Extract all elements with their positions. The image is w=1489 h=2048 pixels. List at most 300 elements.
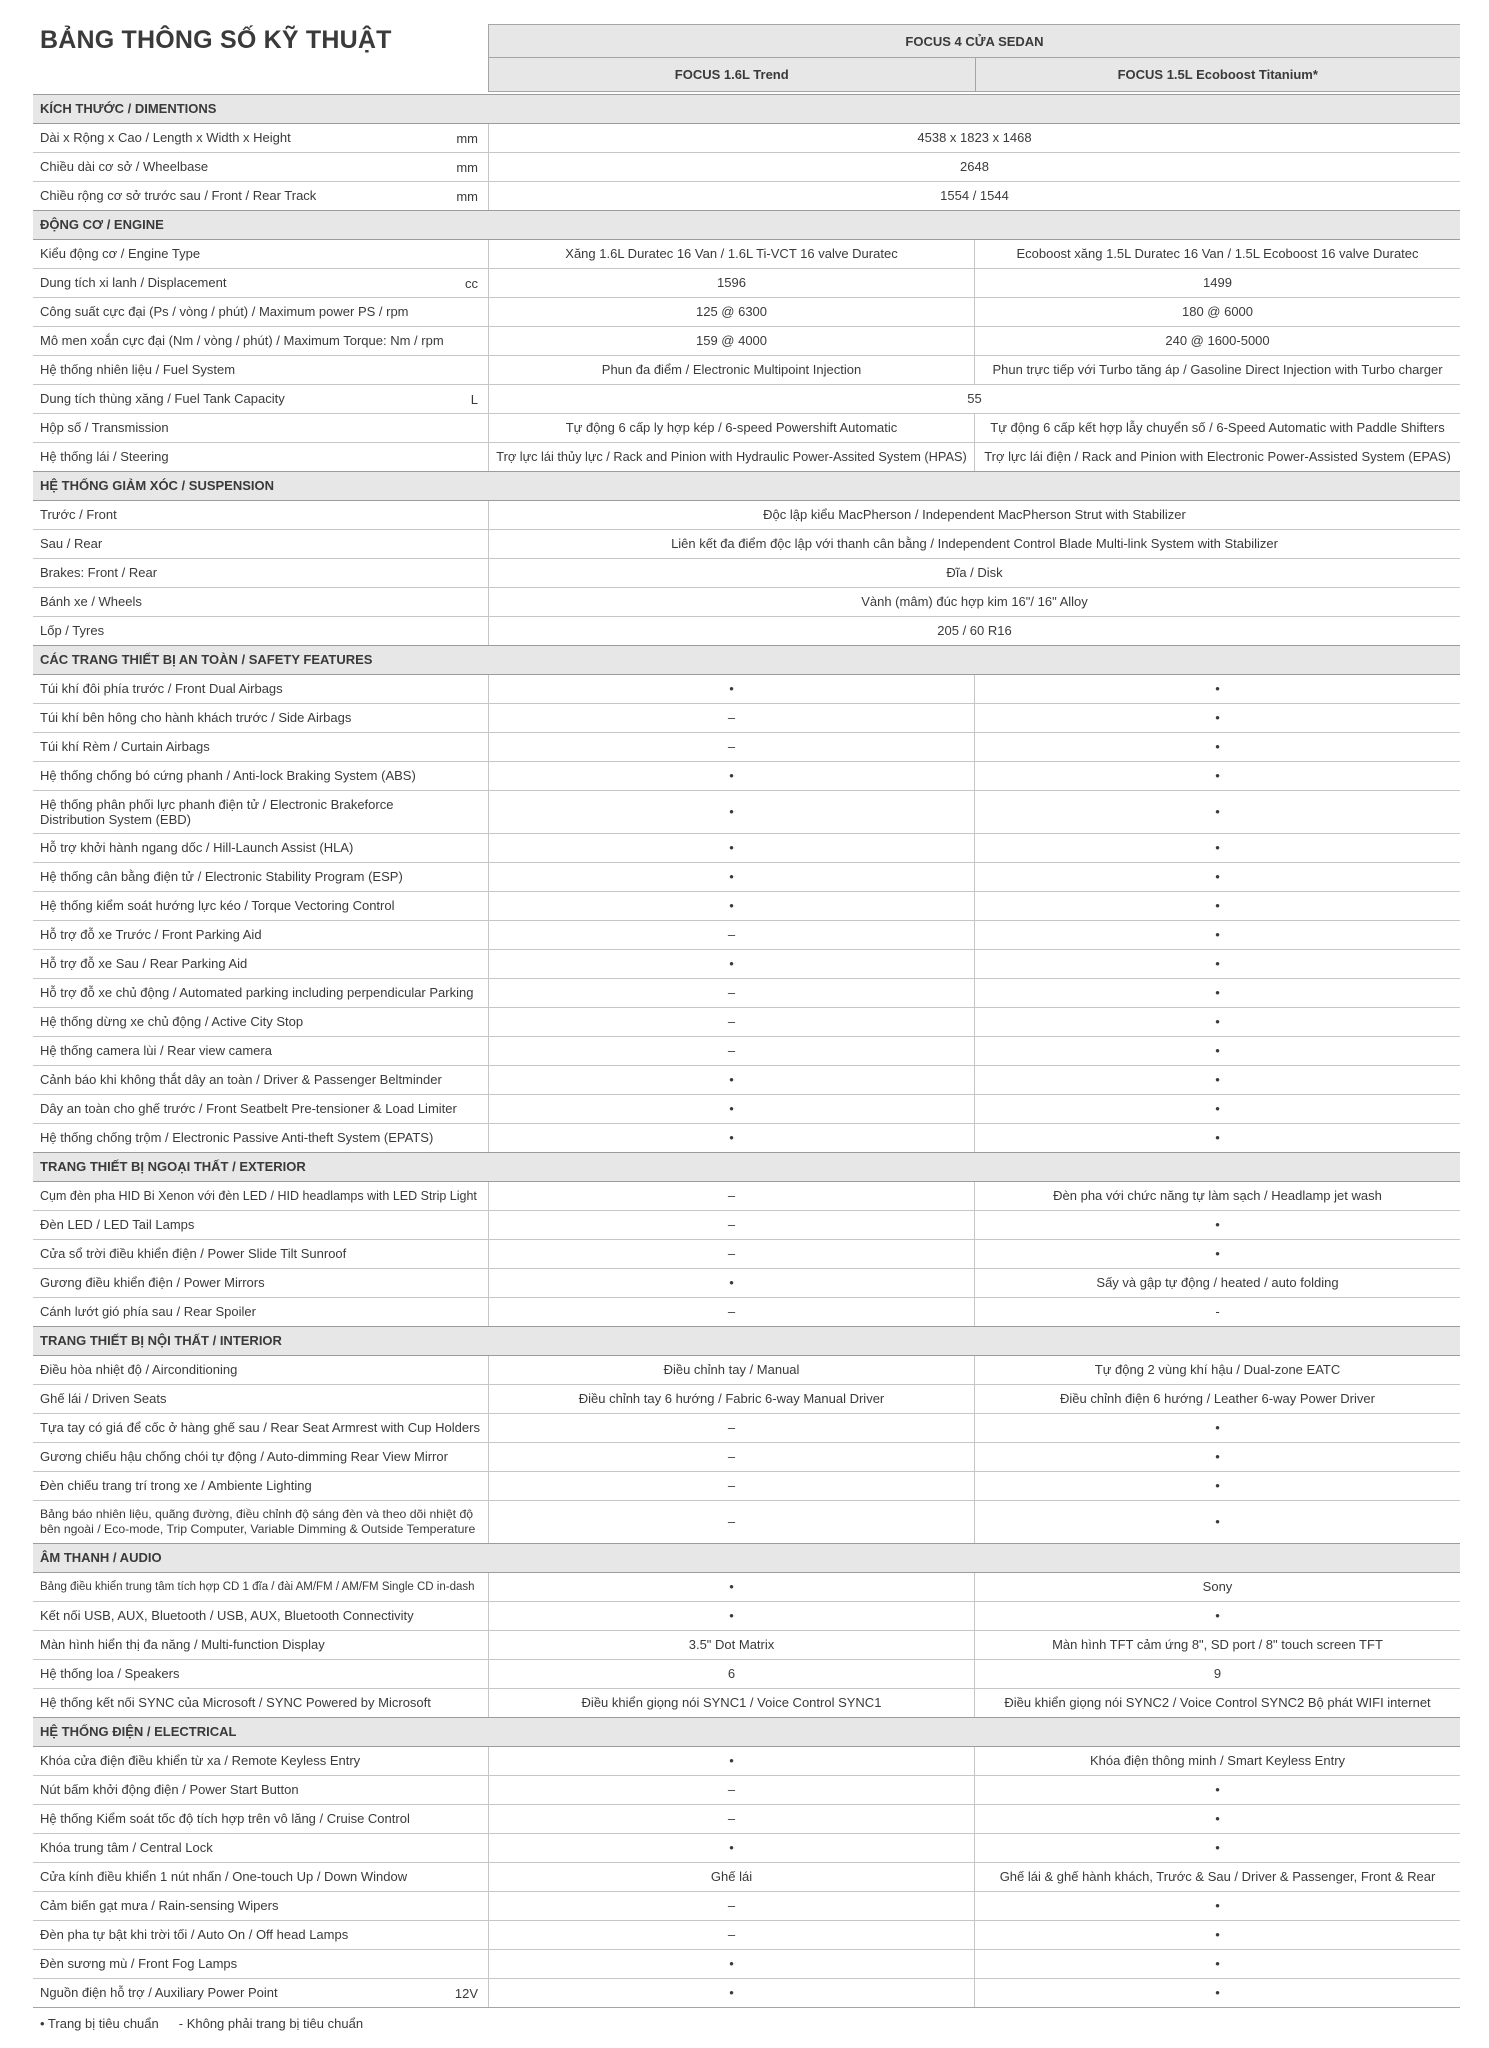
titanium-value-cell [974, 791, 1460, 833]
spec-row [33, 833, 1460, 862]
titanium-value-cell [974, 733, 1460, 761]
trend-value: • [729, 681, 734, 696]
titanium-value: • [1215, 768, 1220, 783]
section-title-cell [33, 1153, 1460, 1181]
spec-label: Trước / Front [40, 507, 117, 522]
spec-label-cell [33, 1008, 488, 1036]
trend-value-cell [488, 1182, 974, 1210]
spec-label-cell [33, 1095, 488, 1123]
trend-value-cell [488, 1689, 974, 1717]
spec-label: Khóa trung tâm / Central Lock [40, 1840, 213, 1855]
spec-label: Brakes: Front / Rear [40, 565, 158, 580]
spec-row [33, 1036, 1460, 1065]
titanium-value: Sấy và gập tự động / heated / auto folding [1096, 1275, 1339, 1290]
titanium-value: • [1215, 1840, 1220, 1855]
titanium-value: • [1215, 869, 1220, 884]
titanium-value-cell [974, 1950, 1460, 1978]
spec-label-cell [33, 153, 488, 181]
spec-label-cell [33, 979, 488, 1007]
spec-unit: cc [465, 275, 478, 291]
titanium-value-cell [974, 1863, 1460, 1891]
spec-unit: 12V [454, 1985, 478, 2001]
trend-value: – [727, 1014, 736, 1029]
trend-value: – [727, 1898, 736, 1913]
trend-value: Điều chỉnh tay / Manual [663, 1362, 800, 1377]
trend-value-cell [488, 1776, 974, 1804]
trend-value-cell [488, 1660, 974, 1688]
titanium-value: Điều chỉnh điện 6 hướng / Leather 6-way Power Driver [1060, 1391, 1375, 1406]
trend-value: • [729, 1072, 734, 1087]
trend-value: • [729, 1840, 734, 1855]
trend-value: Phun đa điểm / Electronic Multipoint Injection [601, 362, 862, 377]
spec-row [33, 1949, 1460, 1978]
trend-value: 125 @ 6300 [695, 304, 768, 319]
trend-value-cell [488, 298, 974, 326]
trend-value-cell [488, 1950, 974, 1978]
spec-row [33, 1384, 1460, 1413]
spec-label-cell [33, 1863, 488, 1891]
section-header [33, 471, 1460, 500]
spec-row [33, 1688, 1460, 1717]
titanium-value-cell [974, 240, 1460, 268]
titanium-value-cell [974, 950, 1460, 978]
trend-value: • [729, 1130, 734, 1145]
spec-label: Công suất cực đại (Ps / vòng / phút) / Maximum power PS / rpm [40, 304, 409, 319]
spec-row [33, 1920, 1460, 1949]
trend-value: Điều khiển giọng nói SYNC1 / Voice Control SYNC1 [581, 1695, 882, 1710]
spec-label: Hệ thống kết nối SYNC của Microsoft / SYNC Powered by Microsoft [40, 1695, 431, 1710]
trend-value: Trợ lực lái thủy lực / Rack and Pinion with Hydraulic Power-Assited System (HPAS) [496, 449, 967, 464]
spec-row [33, 862, 1460, 891]
spec-label: Tựa tay có giá để cốc ở hàng ghế sau / Rear Seat Armrest with Cup Holders [40, 1420, 480, 1435]
section-title: TRANG THIẾT BỊ NỘI THẤT / INTERIOR [40, 1333, 282, 1348]
trend-value-cell [488, 863, 974, 891]
trend-value-cell [488, 1921, 974, 1949]
spec-row [33, 1775, 1460, 1804]
trend-value-cell [488, 1298, 974, 1326]
titanium-value: Ecoboost xăng 1.5L Duratec 16 Van / 1.5L Ecoboost 16 valve Duratec [1016, 246, 1419, 261]
spec-label-cell [33, 1414, 488, 1442]
spec-label: Hỗ trợ khởi hành ngang dốc / Hill-Launch Assist (HLA) [40, 840, 354, 855]
trend-value-cell [488, 1008, 974, 1036]
spec-label: Dây an toàn cho ghế trước / Front Seatbelt Pre-tensioner & Load Limiter [40, 1101, 457, 1116]
shared-value: 1554 / 1544 [940, 188, 1009, 203]
spec-row [33, 1442, 1460, 1471]
spec-label: Kết nối USB, AUX, Bluetooth / USB, AUX, Bluetooth Connectivity [40, 1608, 414, 1623]
spec-row [33, 558, 1460, 587]
section-header [33, 645, 1460, 674]
spec-label: Nút bấm khởi động điện / Power Start Button [40, 1782, 299, 1797]
titanium-value: Sony [1202, 1579, 1233, 1594]
spec-label-cell [33, 1037, 488, 1065]
trend-value-cell [488, 950, 974, 978]
spec-label: Cánh lướt gió phía sau / Rear Spoiler [40, 1304, 256, 1319]
trend-value: • [729, 1579, 734, 1594]
titanium-value: • [1215, 1782, 1220, 1797]
titanium-value-cell [974, 1385, 1460, 1413]
shared-value-cell [488, 501, 1460, 529]
spec-label: Hộp số / Transmission [40, 420, 169, 435]
shared-value-cell [488, 530, 1460, 558]
shared-value-cell [488, 153, 1460, 181]
trend-value-cell [488, 979, 974, 1007]
spec-label-cell [33, 182, 488, 210]
spec-label: Bánh xe / Wheels [40, 594, 142, 609]
trend-value: • [729, 1956, 734, 1971]
spec-label: Túi khí đôi phía trước / Front Dual Airbags [40, 681, 283, 696]
section-title-cell [33, 95, 1460, 123]
spec-label-cell [33, 501, 488, 529]
section-title-cell [33, 1544, 1460, 1572]
spec-label: Đèn sương mù / Front Fog Lamps [40, 1956, 238, 1971]
trend-value-cell [488, 1747, 974, 1775]
titanium-value-cell [974, 1573, 1460, 1601]
titanium-value: • [1215, 1514, 1220, 1529]
trend-value-cell [488, 1356, 974, 1384]
trend-value: – [727, 1514, 736, 1529]
spec-label-cell [33, 1747, 488, 1775]
spec-label-cell [33, 863, 488, 891]
trend-value-cell [488, 269, 974, 297]
spec-row [33, 891, 1460, 920]
spec-label-cell [33, 1602, 488, 1630]
spec-row [33, 1601, 1460, 1630]
trend-value: – [727, 1043, 736, 1058]
trend-value-cell [488, 1037, 974, 1065]
spec-label: Đèn chiếu trang trí trong xe / Ambiente Lighting [40, 1478, 312, 1493]
spec-label-cell [33, 1776, 488, 1804]
trend-value-cell [488, 733, 974, 761]
model-group-title: FOCUS 4 CỬA SEDAN [489, 25, 1460, 58]
titanium-value-cell [974, 1124, 1460, 1152]
trend-value: – [727, 1304, 736, 1319]
titanium-value: • [1215, 1449, 1220, 1464]
titanium-value-cell [974, 443, 1460, 471]
titanium-value: • [1215, 739, 1220, 754]
spec-row [33, 761, 1460, 790]
spec-row [33, 123, 1460, 152]
spec-row [33, 413, 1460, 442]
trend-value: • [729, 768, 734, 783]
spec-label-cell [33, 1298, 488, 1326]
spec-label-cell [33, 1472, 488, 1500]
trend-value: Xăng 1.6L Duratec 16 Van / 1.6L Ti-VCT 16 valve Duratec [565, 246, 898, 261]
spec-label: Bảng báo nhiên liệu, quãng đường, điều chỉnh độ sáng đèn và theo dõi nhiệt độ bên ngoài / Eco-mode, Trip Computer, Variable Dimming & Outside Temperature [40, 1507, 476, 1536]
section-header [33, 1717, 1460, 1746]
shared-value-cell [488, 559, 1460, 587]
spec-label: Chiều dài cơ sở / Wheelbase [40, 159, 209, 174]
legend-not-standard: - Không phải trang bị tiêu chuẩn [178, 2016, 364, 2031]
spec-label-cell [33, 385, 488, 413]
titanium-value-cell [974, 1979, 1460, 2007]
trend-value: – [727, 1927, 736, 1942]
titanium-value-cell [974, 1921, 1460, 1949]
spec-label: Hệ thống chống bó cứng phanh / Anti-lock Braking System (ABS) [40, 768, 416, 783]
trend-value: Tự động 6 cấp ly hợp kép / 6-speed Powershift Automatic [565, 420, 898, 435]
spec-label-cell [33, 1385, 488, 1413]
spec-label-cell [33, 240, 488, 268]
titanium-value: • [1215, 1246, 1220, 1261]
section-title: ÂM THANH / AUDIO [40, 1550, 162, 1565]
trend-value: – [727, 1811, 736, 1826]
trend-value: • [729, 1275, 734, 1290]
spec-row [33, 355, 1460, 384]
trend-value: Ghế lái [710, 1869, 753, 1884]
titanium-value: Đèn pha với chức năng tự làm sạch / Headlamp jet wash [1053, 1188, 1382, 1203]
trend-value-cell [488, 762, 974, 790]
page-title: BẢNG THÔNG SỐ KỸ THUẬT [40, 26, 392, 54]
spec-label-cell [33, 1805, 488, 1833]
spec-row [33, 1471, 1460, 1500]
spec-row [33, 268, 1460, 297]
titanium-value-cell [974, 1689, 1460, 1717]
trend-value: – [727, 1449, 736, 1464]
spec-label: Hỗ trợ đỗ xe Trước / Front Parking Aid [40, 927, 262, 942]
trend-value-cell [488, 1863, 974, 1891]
titanium-value-cell [974, 1805, 1460, 1833]
shared-value: 55 [967, 391, 982, 406]
shared-value: 4538 x 1823 x 1468 [917, 130, 1032, 145]
trend-value: – [727, 739, 736, 754]
spec-label-cell [33, 327, 488, 355]
shared-value: Độc lập kiểu MacPherson / Independent MacPherson Strut with Stabilizer [763, 507, 1186, 522]
titanium-value-cell [974, 1008, 1460, 1036]
spec-label: Dung tích xi lanh / Displacement [40, 275, 227, 290]
titanium-value-cell [974, 762, 1460, 790]
titanium-value-cell [974, 1501, 1460, 1543]
section-title: TRANG THIẾT BỊ NGOẠI THẤT / EXTERIOR [40, 1159, 306, 1174]
titanium-value: • [1215, 710, 1220, 725]
spec-row [33, 442, 1460, 471]
spec-row [33, 616, 1460, 645]
titanium-value: 1499 [1203, 275, 1232, 290]
titanium-value: • [1215, 1014, 1220, 1029]
spec-label-cell [33, 1443, 488, 1471]
titanium-value: • [1215, 1217, 1220, 1232]
trend-value-cell [488, 791, 974, 833]
titanium-value-cell [974, 1414, 1460, 1442]
titanium-value-cell [974, 1631, 1460, 1659]
spec-label: Hệ thống nhiên liệu / Fuel System [40, 362, 236, 377]
trend-value-cell [488, 414, 974, 442]
spec-row [33, 1355, 1460, 1384]
spec-row [33, 326, 1460, 355]
spec-label-cell [33, 675, 488, 703]
spec-label-cell [33, 762, 488, 790]
trend-value-cell [488, 1095, 974, 1123]
trend-value-cell [488, 704, 974, 732]
shared-value: 205 / 60 R16 [937, 623, 1012, 638]
shared-value-cell [488, 385, 1460, 413]
spec-label-cell [33, 1182, 488, 1210]
spec-row [33, 1413, 1460, 1442]
spec-label-cell [33, 617, 488, 645]
trend-value: • [729, 840, 734, 855]
titanium-value: • [1215, 1101, 1220, 1116]
titanium-value: • [1215, 927, 1220, 942]
titanium-value-cell [974, 356, 1460, 384]
spec-label: Túi khí Rèm / Curtain Airbags [40, 739, 210, 754]
trend-value-cell [488, 834, 974, 862]
titanium-value-cell [974, 1834, 1460, 1862]
spec-label: Gương điều khiển điện / Power Mirrors [40, 1275, 265, 1290]
spec-unit: L [470, 391, 478, 407]
spec-label-cell [33, 1066, 488, 1094]
spec-row [33, 949, 1460, 978]
titanium-value-cell [974, 1066, 1460, 1094]
spec-row [33, 297, 1460, 326]
titanium-value-cell [974, 1298, 1460, 1326]
spec-row [33, 1210, 1460, 1239]
shared-value-cell [488, 182, 1460, 210]
section-header [33, 210, 1460, 239]
titanium-value: • [1215, 1898, 1220, 1913]
trend-value-cell [488, 1602, 974, 1630]
trend-value-cell [488, 1573, 974, 1601]
trend-value: • [729, 1608, 734, 1623]
spec-label: Hệ thống dừng xe chủ động / Active City Stop [40, 1014, 304, 1029]
section-title: HỆ THỐNG GIẢM XÓC / SUSPENSION [40, 478, 275, 493]
titanium-value-cell [974, 834, 1460, 862]
spec-label-cell [33, 530, 488, 558]
titanium-value: Điều khiển giọng nói SYNC2 / Voice Control SYNC2 Bộ phát WIFI internet [1004, 1695, 1431, 1710]
titanium-value: • [1215, 1927, 1220, 1942]
spec-row [33, 529, 1460, 558]
spec-table [33, 94, 1460, 2008]
trend-value-cell [488, 1979, 974, 2007]
spec-label: Bảng điều khiển trung tâm tích hợp CD 1 đĩa / đài AM/FM / AM/FM Single CD in-dash [40, 1581, 475, 1593]
spec-label-cell [33, 298, 488, 326]
spec-label-cell [33, 921, 488, 949]
spec-label: Gương chiếu hậu chống chói tự động / Auto-dimming Rear View Mirror [40, 1449, 448, 1464]
spec-label-cell [33, 1892, 488, 1920]
trend-value-cell [488, 892, 974, 920]
titanium-value: • [1215, 1608, 1220, 1623]
titanium-value: • [1215, 840, 1220, 855]
model-columns [489, 58, 1460, 91]
trend-value: – [727, 1478, 736, 1493]
spec-label: Hỗ trợ đỗ xe chủ động / Automated parking including perpendicular Parking [40, 985, 474, 1000]
spec-row [33, 1500, 1460, 1543]
titanium-value: • [1215, 1985, 1220, 2000]
spec-label-cell [33, 356, 488, 384]
spec-label: Cụm đèn pha HID Bi Xenon với đèn LED / HID headlamps with LED Strip Light [40, 1189, 477, 1203]
section-header [33, 1152, 1460, 1181]
titanium-value: - [1215, 1304, 1220, 1319]
titanium-value-cell [974, 269, 1460, 297]
titanium-value: • [1215, 1072, 1220, 1087]
spec-row [33, 1862, 1460, 1891]
spec-label: Hệ thống chống trộm / Electronic Passive Anti-theft System (EPATS) [40, 1130, 434, 1145]
trend-value-cell [488, 1472, 974, 1500]
spec-label-cell [33, 559, 488, 587]
spec-label: Dung tích thùng xăng / Fuel Tank Capacity [40, 391, 285, 406]
spec-label: Hệ thống kiểm soát hướng lực kéo / Torque Vectoring Control [40, 898, 395, 913]
trend-value-cell [488, 443, 974, 471]
section-title: KÍCH THƯỚC / DIMENTIONS [40, 101, 217, 116]
titanium-value: 240 @ 1600-5000 [1165, 333, 1270, 348]
spec-label-cell [33, 1689, 488, 1717]
trend-value-cell [488, 1385, 974, 1413]
section-title: CÁC TRANG THIẾT BỊ AN TOÀN / SAFETY FEATURES [40, 652, 373, 667]
titanium-value-cell [974, 675, 1460, 703]
trend-value-cell [488, 1211, 974, 1239]
model-trend-title: FOCUS 1.6L Trend [674, 67, 789, 82]
trend-value: • [729, 1101, 734, 1116]
titanium-value: • [1215, 898, 1220, 913]
spec-row [33, 1630, 1460, 1659]
spec-row [33, 1746, 1460, 1775]
titanium-value: • [1215, 1420, 1220, 1435]
trend-value-cell [488, 1805, 974, 1833]
spec-label-cell [33, 1979, 488, 2007]
shared-value-cell [488, 617, 1460, 645]
titanium-value-cell [974, 921, 1460, 949]
spec-label: Điều hòa nhiệt độ / Airconditioning [40, 1362, 238, 1377]
spec-label-cell [33, 1124, 488, 1152]
spec-row [33, 732, 1460, 761]
spec-label-cell [33, 1921, 488, 1949]
titanium-value: Tự động 2 vùng khí hậu / Dual-zone EATC [1094, 1362, 1341, 1377]
spec-unit: mm [456, 188, 478, 204]
spec-row [33, 1297, 1460, 1326]
spec-label-cell [33, 1660, 488, 1688]
titanium-value: • [1215, 681, 1220, 696]
spec-label-cell [33, 124, 488, 152]
trend-value-cell [488, 921, 974, 949]
trend-value: • [729, 898, 734, 913]
spec-label-cell [33, 733, 488, 761]
spec-label: Hỗ trợ đỗ xe Sau / Rear Parking Aid [40, 956, 248, 971]
spec-label-cell [33, 414, 488, 442]
spec-label-cell [33, 1501, 488, 1543]
trend-value: • [729, 956, 734, 971]
titanium-value: • [1215, 1043, 1220, 1058]
trend-value: – [727, 927, 736, 942]
section-title: HỆ THỐNG ĐIỆN / ELECTRICAL [40, 1724, 237, 1739]
spec-row [33, 1123, 1460, 1152]
spec-unit: mm [456, 130, 478, 146]
trend-value: – [727, 985, 736, 1000]
trend-value: – [727, 710, 736, 725]
shared-value-cell [488, 588, 1460, 616]
titanium-value: • [1215, 1478, 1220, 1493]
trend-value-cell [488, 356, 974, 384]
titanium-value-cell [974, 1356, 1460, 1384]
trend-value: – [727, 1782, 736, 1797]
spec-label: Sau / Rear [40, 536, 103, 551]
trend-value: 1596 [717, 275, 746, 290]
titanium-value-cell [974, 1660, 1460, 1688]
spec-label: Hệ thống Kiểm soát tốc độ tích hợp trên vô lăng / Cruise Control [40, 1811, 410, 1826]
spec-label-cell [33, 1834, 488, 1862]
model-titanium-title: FOCUS 1.5L Ecoboost Titanium* [975, 58, 1461, 91]
section-title-cell [33, 1327, 1460, 1355]
spec-row [33, 587, 1460, 616]
spec-label: Hệ thống cân bằng điện tử / Electronic Stability Program (ESP) [40, 869, 403, 884]
spec-label: Hệ thống camera lùi / Rear view camera [40, 1043, 272, 1058]
titanium-value: • [1215, 985, 1220, 1000]
spec-row [33, 1268, 1460, 1297]
spec-row [33, 790, 1460, 833]
trend-value: – [727, 1246, 736, 1261]
spec-label: Túi khí bên hông cho hành khách trước / Side Airbags [40, 710, 352, 725]
titanium-value: Khóa điện thông minh / Smart Keyless Entry [1089, 1753, 1346, 1768]
trend-value-cell [488, 1240, 974, 1268]
titanium-value-cell [974, 327, 1460, 355]
spec-unit: mm [456, 159, 478, 175]
titanium-value-cell [974, 298, 1460, 326]
